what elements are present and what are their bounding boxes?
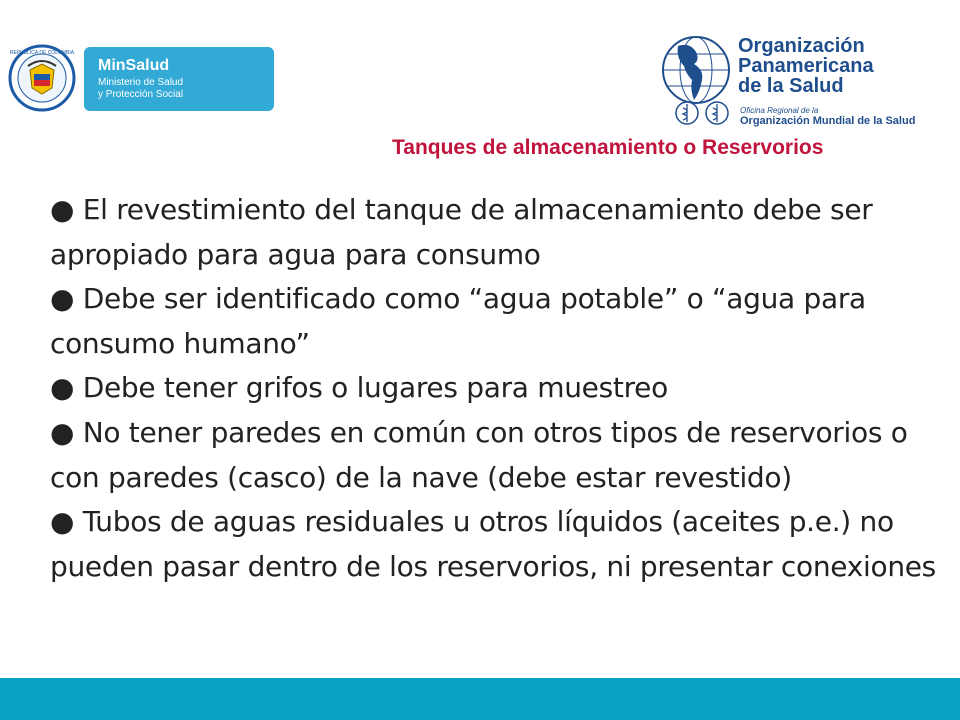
ops-title-line2: Panamericana: [738, 55, 874, 77]
minsalud-subtitle: [98, 77, 183, 101]
minsalud-line1: Ministerio de Salud: [98, 77, 184, 88]
americas-globe-icon: [660, 34, 732, 106]
slide-heading: Tanques de almacenamiento o Reservorios: [392, 136, 824, 159]
bullet-list: [50, 188, 940, 589]
who-emblems-icon: [674, 100, 734, 126]
bullet-item: ● No tener paredes en común con otros tipos de reservorios o con paredes (casco) de la nave (debe estar revestido): [50, 415, 908, 494]
minsalud-line2: y Protección Social: [98, 89, 184, 100]
bullet-item: ● Debe tener grifos o lugares para muestreo: [50, 371, 668, 405]
ops-regional-line2: Organización Mundial de la Salud: [740, 115, 916, 127]
bullet-item: ● Debe ser identificado como “agua potable” o “agua para consumo humano”: [50, 282, 866, 360]
ops-logo: [660, 30, 920, 130]
ops-title-line1: Organización: [738, 35, 865, 57]
bullet-item: ● Tubos de aguas residuales u otros líquidos (aceites p.e.) no pueden pasar dentro de los reservorios, ni presentar conexiones: [50, 505, 936, 583]
ops-title: [738, 36, 874, 96]
bullet-item: ● El revestimiento del tanque de almacenamiento debe ser apropiado para agua para consumo: [50, 193, 873, 271]
ops-regional: [740, 106, 915, 128]
footer-bar: [0, 678, 960, 720]
ops-regional-line1: Oficina Regional de la: [740, 106, 819, 115]
ops-title-line3: de la Salud: [738, 75, 844, 97]
colombia-seal-icon: [8, 44, 76, 112]
minsalud-logo: [8, 42, 274, 114]
seal-text: REPÚBLICA DE COLOMBIA: [9, 50, 75, 56]
minsalud-brand: MinSalud: [98, 57, 170, 74]
minsalud-badge: [84, 47, 274, 111]
